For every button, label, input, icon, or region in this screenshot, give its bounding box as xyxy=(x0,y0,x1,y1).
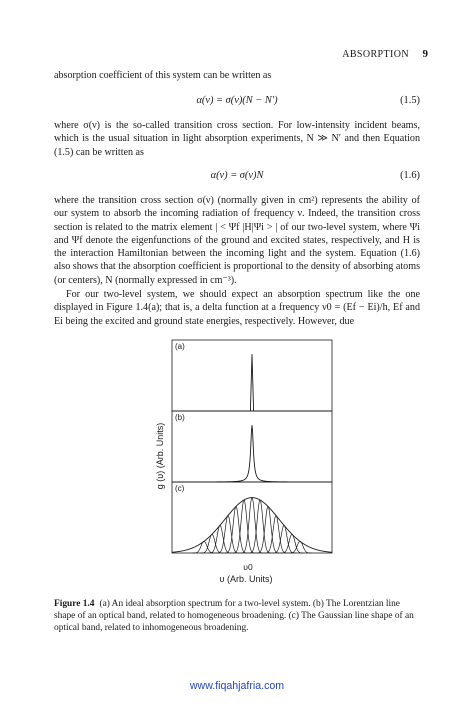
series-gaussian-component-3 xyxy=(208,525,231,553)
paragraph-4: For our two-level system, we should expect an absorption spectrum like the one displayed in Figure 1.4(a); that is, a delta function at a frequency ν0 = (Ef − Ei)/h, Ef and Ei being the excited and ground state energies, respectively. However, due xyxy=(54,289,420,327)
figure-caption-text: (a) An ideal absorption spectrum for a two-level system. (b) The Lorentzian line shape of an optical band, related to homogeneous broadening. (c) The Gaussian line shape of an optical band, related to inhomogeneous broadening. xyxy=(54,599,414,634)
panel-frame-2 xyxy=(172,411,332,482)
series-gaussian-component-12 xyxy=(280,534,303,553)
series-gaussian-component-11 xyxy=(272,525,295,553)
series-gaussian-component-1 xyxy=(192,541,215,553)
equation-1-5-number: (1.5) xyxy=(400,95,420,106)
series-delta-line xyxy=(172,354,332,411)
series-gaussian-envelope xyxy=(172,498,332,553)
equation-1-5 xyxy=(54,95,420,109)
series-gaussian-component-7 xyxy=(240,498,263,553)
panel-frame-3 xyxy=(172,482,332,553)
paragraph-1: absorption coefficient of this system can be written as xyxy=(54,70,272,81)
series-gaussian-component-13 xyxy=(288,541,311,553)
x-axis-label: υ (Arb. Units) xyxy=(219,574,273,584)
series-gaussian-component-8 xyxy=(248,500,271,553)
series-gaussian-component-6 xyxy=(232,500,255,553)
equation-1-6-body: α(ν) = σ(ν)N xyxy=(210,170,264,181)
equation-1-6 xyxy=(54,170,420,184)
series-gaussian-component-10 xyxy=(264,515,287,553)
figure-caption-label: Figure 1.4 xyxy=(54,599,95,609)
panel-label-3: (c) xyxy=(175,484,185,493)
figure-caption xyxy=(54,598,420,635)
series-gaussian-component-2 xyxy=(200,534,223,553)
series-lorentzian-line xyxy=(172,425,332,482)
series-gaussian-component-5 xyxy=(224,506,247,553)
running-head xyxy=(0,49,474,63)
series-gaussian-component-4 xyxy=(216,515,239,553)
panel-label-1: (a) xyxy=(175,342,185,351)
paragraph-2: where σ(ν) is the so-called transition cross section. For low-intensity incident beams, which is the usual situation in light absorption experiments, N ≫ N′ and then Equation (1.5) can be written as xyxy=(54,120,420,158)
panel-frame-1 xyxy=(172,340,332,411)
series-gaussian-component-9 xyxy=(256,506,279,553)
footer-link[interactable]: www.fiqahjafria.com xyxy=(189,680,285,692)
equation-1-5-body: α(ν) = σ(ν)(N − N′) xyxy=(196,95,278,106)
equation-1-6-number: (1.6) xyxy=(400,170,420,181)
page-number: 9 xyxy=(422,48,428,60)
paragraph-3: where the transition cross section σ(ν) (normally given in cm²) represents the ability of our system to absorb the incoming radiation of frequency ν. Indeed, the transition cross section is related to the matrix element | < Ψf |H|Ψi > | of our two-level system, where Ψi and Ψf denote the eigenfunctions of the ground and excited states, respectively, and H is the interaction Hamiltonian between the incoming light and the system. Equation (1.6) also shows that the absorption coefficient is proportional to the density of absorbing atoms (or centers), N (normally expressed in cm⁻³). xyxy=(54,195,420,286)
x-tick-label: υ0 xyxy=(243,562,253,572)
running-head-title: ABSORPTION xyxy=(342,49,409,60)
y-axis-label: g (υ) (Arb. Units) xyxy=(155,422,165,490)
panel-label-2: (b) xyxy=(175,413,185,422)
figure-1-4-plot xyxy=(150,338,340,585)
figure-1-4 xyxy=(150,338,340,585)
